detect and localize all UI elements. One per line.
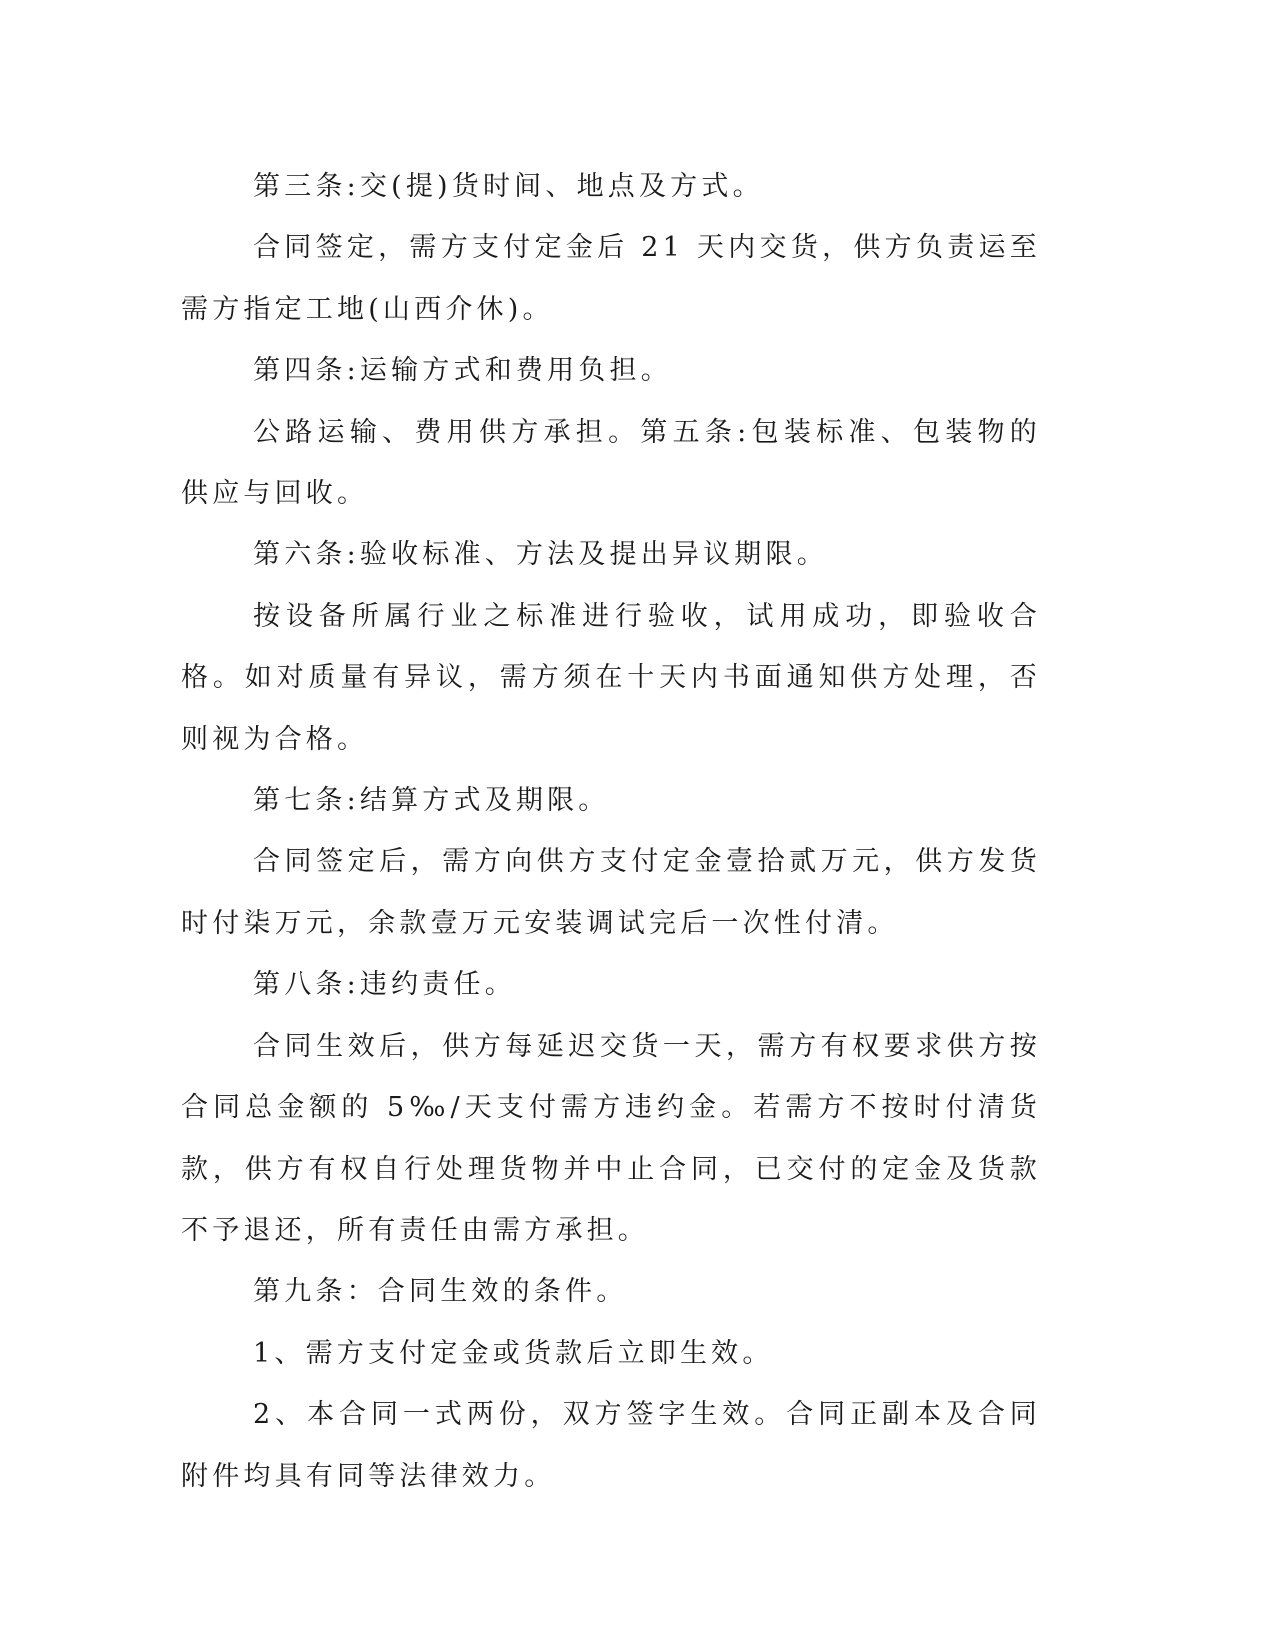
clause-6-heading: 第六条:验收标准、方法及提出异议期限。 xyxy=(253,539,828,571)
clause-9-item-2: 2、本合同一式两份，双方签字生效。合同正副本及合同附件均具有同等法律效力。 xyxy=(181,1399,1041,1492)
clause-9-item-1: 1、需方支付定金或货款后立即生效。 xyxy=(253,1337,774,1369)
clause-7-heading: 第七条:结算方式及期限。 xyxy=(253,785,610,817)
clause-9-heading: 第九条：合同生效的条件。 xyxy=(253,1276,628,1308)
clause-8-text: 合同生效后，供方每延迟交货一天，需方有权要求供方按合同总金额的 5‰/天支付需方违约金。若需方不按时付清货款，供方有权自行处理货物并中止合同，已交付的定金及货款不予退还，所有责任由需方承担。 xyxy=(181,1030,1041,1246)
clause-4-heading: 第四条:运输方式和费用负担。 xyxy=(253,355,672,387)
clause-3-text: 合同签定，需方支付定金后 21 天内交货，供方负责运至需方指定工地(山西介休)。 xyxy=(181,232,1041,325)
document-body xyxy=(181,156,1041,1507)
clause-4-text: 公路运输、费用供方承担。第五条:包装标准、包装物的供应与回收。 xyxy=(181,416,1041,510)
clause-7-text: 合同签定后，需方向供方支付定金壹拾贰万元，供方发货时付柒万元，余款壹万元安装调试完后一次性付清。 xyxy=(181,846,1041,939)
clause-3-heading: 第三条:交(提)货时间、地点及方式。 xyxy=(253,171,764,202)
clause-8-heading: 第八条:违约责任。 xyxy=(253,969,516,1001)
clause-6-text: 按设备所属行业之标准进行验收，试用成功，即验收合格。如对质量有异议，需方须在十天内书面通知供方处理，否则视为合格。 xyxy=(181,600,1041,755)
